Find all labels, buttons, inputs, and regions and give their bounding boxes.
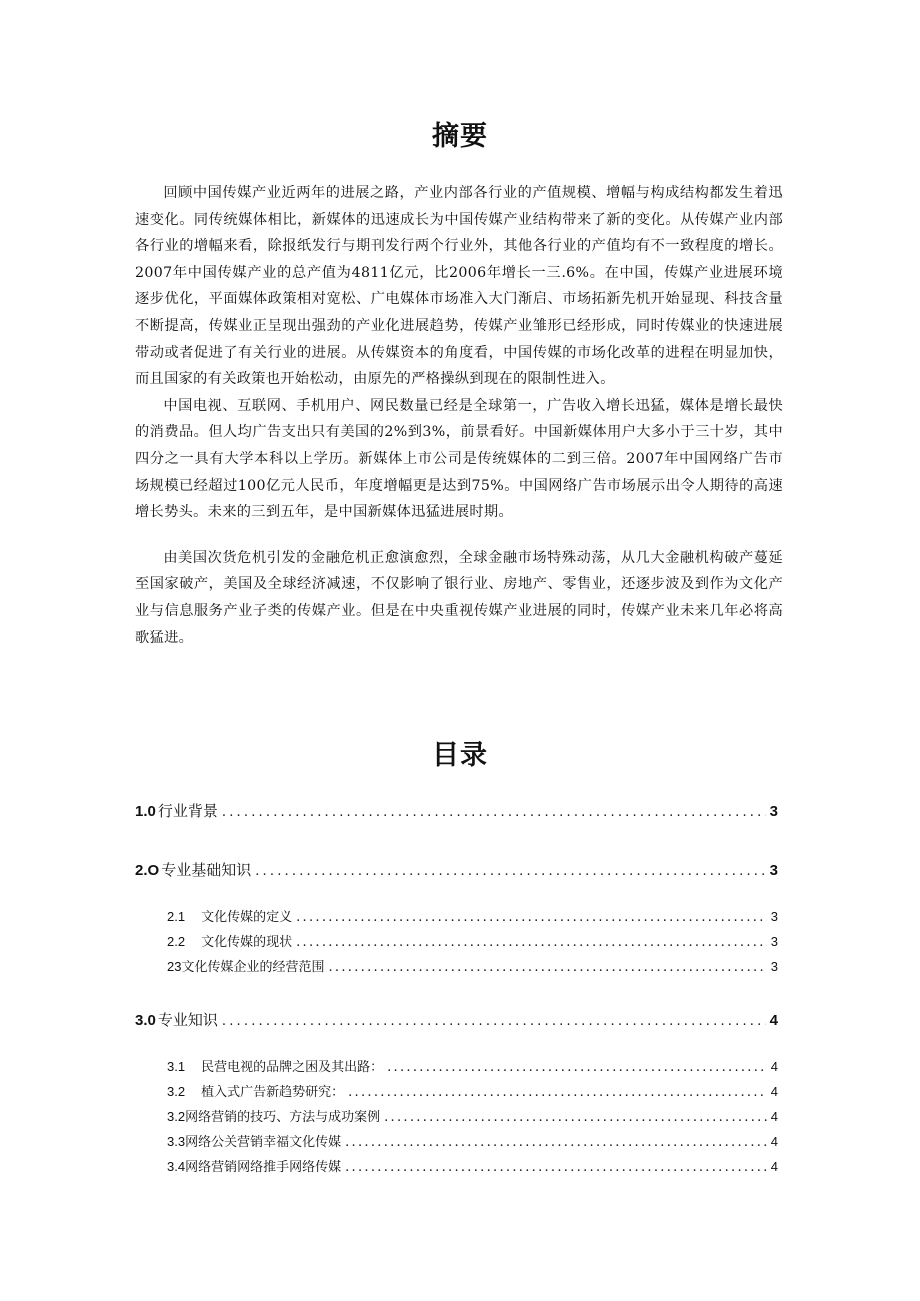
toc-subentry-title: 网络公关营销幸福文化传媒	[185, 1135, 342, 1150]
toc-leader-dots	[384, 1110, 767, 1125]
toc-leader-dots	[348, 1085, 767, 1100]
toc-leader-dots	[387, 1060, 767, 1075]
toc-subentry-title: 网络营销网络推手网络传媒	[185, 1160, 342, 1175]
toc-leader-dots	[296, 935, 767, 950]
toc-leader-dots	[345, 1160, 767, 1175]
toc-entry-title: 专业知识	[157, 1011, 218, 1029]
toc-leader-dots	[222, 805, 766, 820]
toc-entry-page: 3	[769, 862, 778, 879]
abstract-paragraph: 中国电视、互联网、手机用户、网民数量已经是全球第一，广告收入增长迅猛，媒体是增长最快的消费品。但人均广告支出只有美国的2%到3%，前景看好。中国新媒体用户大多小于三十岁，其中四分之一具有大学本科以上学历。新媒体上市公司是传统媒体的二到三倍。2007年中国网络广告市场规模已经超过100亿元人民币，年度增幅更是达到75%。中国网络广告市场展示出令人期待的高速增长势头。未来的三到五年，是中国新媒体迅猛进展时期。	[135, 397, 783, 521]
abstract-paragraph: 回顾中国传媒产业近两年的进展之路，产业内部各行业的产值规模、增幅与构成结构都发生着迅速变化。同传统媒体相比，新媒体的迅速成长为中国传媒产业结构带来了新的变化。从传媒产业内部各行业的增幅来看，除报纸发行与期刊发行两个行业外，其他各行业的产值均有不一致程度的增长。2007年中国传媒产业的总产值为4811亿元，比2006年增长一三.6%。在中国，传媒产业进展环境逐步优化，平面媒体政策相对宽松、广电媒体市场准入大门渐启、市场拓新先机开始显现、科技含量不断提高，传媒业正呈现出强劲的产业化进展趋势，传媒产业雏形已经形成，同时传媒业的快速进展带动或者促进了有关行业的进展。从传媒资本的角度看，中国传媒的市场化改革的进程在明显加快，而且国家的有关政策也开始松动，由原先的严格操纵到现在的限制性进入。	[135, 185, 783, 388]
toc-subentry-title: 民营电视的品牌之困及其出路：	[201, 1060, 384, 1075]
toc-subentry-page: 4	[770, 1159, 778, 1174]
toc-entry-number: 3.0	[135, 1012, 156, 1029]
toc-subentry-page: 4	[770, 1109, 778, 1124]
toc-subsection-group	[135, 906, 778, 981]
toc-subentry-number: 3.2	[167, 1084, 186, 1099]
toc-subentry-number: 3.4	[167, 1159, 186, 1174]
toc-subentry-page: 4	[770, 1084, 778, 1099]
toc-subentry-page: 4	[770, 1134, 778, 1149]
toc-subentry-page: 3	[770, 934, 778, 949]
toc-entry-3-0[interactable]	[135, 1009, 778, 1035]
toc-subentry-number: 2.2	[167, 934, 186, 949]
toc-leader-dots	[345, 1135, 767, 1150]
toc-subentry-3-4[interactable]	[135, 1156, 778, 1181]
toc-subsection-group	[135, 1056, 778, 1181]
toc-entry-title: 行业背景	[157, 802, 218, 820]
toc-subentry-page: 3	[770, 909, 778, 924]
toc-subentry-title: 文化传媒的定义	[201, 910, 293, 925]
toc-subentry-page: 4	[770, 1059, 778, 1074]
toc-subentry-3-3[interactable]	[135, 1131, 778, 1156]
toc-subentry-title: 网络营销的技巧、方法与成功案例	[185, 1110, 381, 1125]
toc-leader-dots	[328, 960, 766, 975]
toc-subentry-3-1[interactable]	[135, 1056, 778, 1081]
toc-entry-number: 2.O	[135, 862, 160, 879]
toc-entry-2-0[interactable]	[135, 859, 778, 885]
toc-subentry-2-3[interactable]	[135, 956, 778, 981]
toc-subentry-number: 2.1	[167, 909, 186, 924]
abstract-body	[135, 180, 783, 651]
toc-subentry-page: 3	[770, 959, 778, 974]
toc-subentry-2-2[interactable]	[135, 931, 778, 956]
toc-subentry-number: 3.3	[167, 1134, 186, 1149]
toc-entry-title: 专业基础知识	[161, 861, 252, 879]
toc-subentry-number: 3.2	[167, 1109, 186, 1124]
toc-subentry-3-2b[interactable]	[135, 1106, 778, 1131]
toc-subentry-title: 植入式广告新趋势研究：	[201, 1085, 345, 1100]
toc-leader-dots	[222, 1014, 766, 1029]
toc-title: 目录	[432, 740, 488, 771]
abstract-title: 摘要	[432, 121, 488, 152]
toc-leader-dots	[296, 910, 767, 925]
toc-subentry-3-2[interactable]	[135, 1081, 778, 1106]
table-of-contents	[135, 800, 778, 1209]
toc-subentry-title: 文化传媒的现状	[201, 935, 293, 950]
toc-subentry-2-1[interactable]	[135, 906, 778, 931]
toc-subentry-number: 23	[167, 959, 182, 974]
toc-entry-number: 1.0	[135, 803, 156, 820]
toc-entry-page: 3	[769, 803, 778, 820]
toc-entry-1-0[interactable]	[135, 800, 778, 826]
abstract-paragraph: 由美国次货危机引发的金融危机正愈演愈烈，全球金融市场特殊动荡，从几大金融机构破产蔓延至国家破产，美国及全球经济减速，不仅影响了银行业、房地产、零售业，还逐步波及到作为文化产业与信息服务产业子类的传媒产业。但是在中央重视传媒产业进展的同时，传媒产业未来几年必将高歌猛进。	[135, 549, 783, 646]
toc-subentry-number: 3.1	[167, 1059, 186, 1074]
toc-entry-page: 4	[769, 1012, 778, 1029]
toc-leader-dots	[255, 864, 765, 879]
toc-subentry-title: 文化传媒企业的经营范围	[181, 960, 325, 975]
